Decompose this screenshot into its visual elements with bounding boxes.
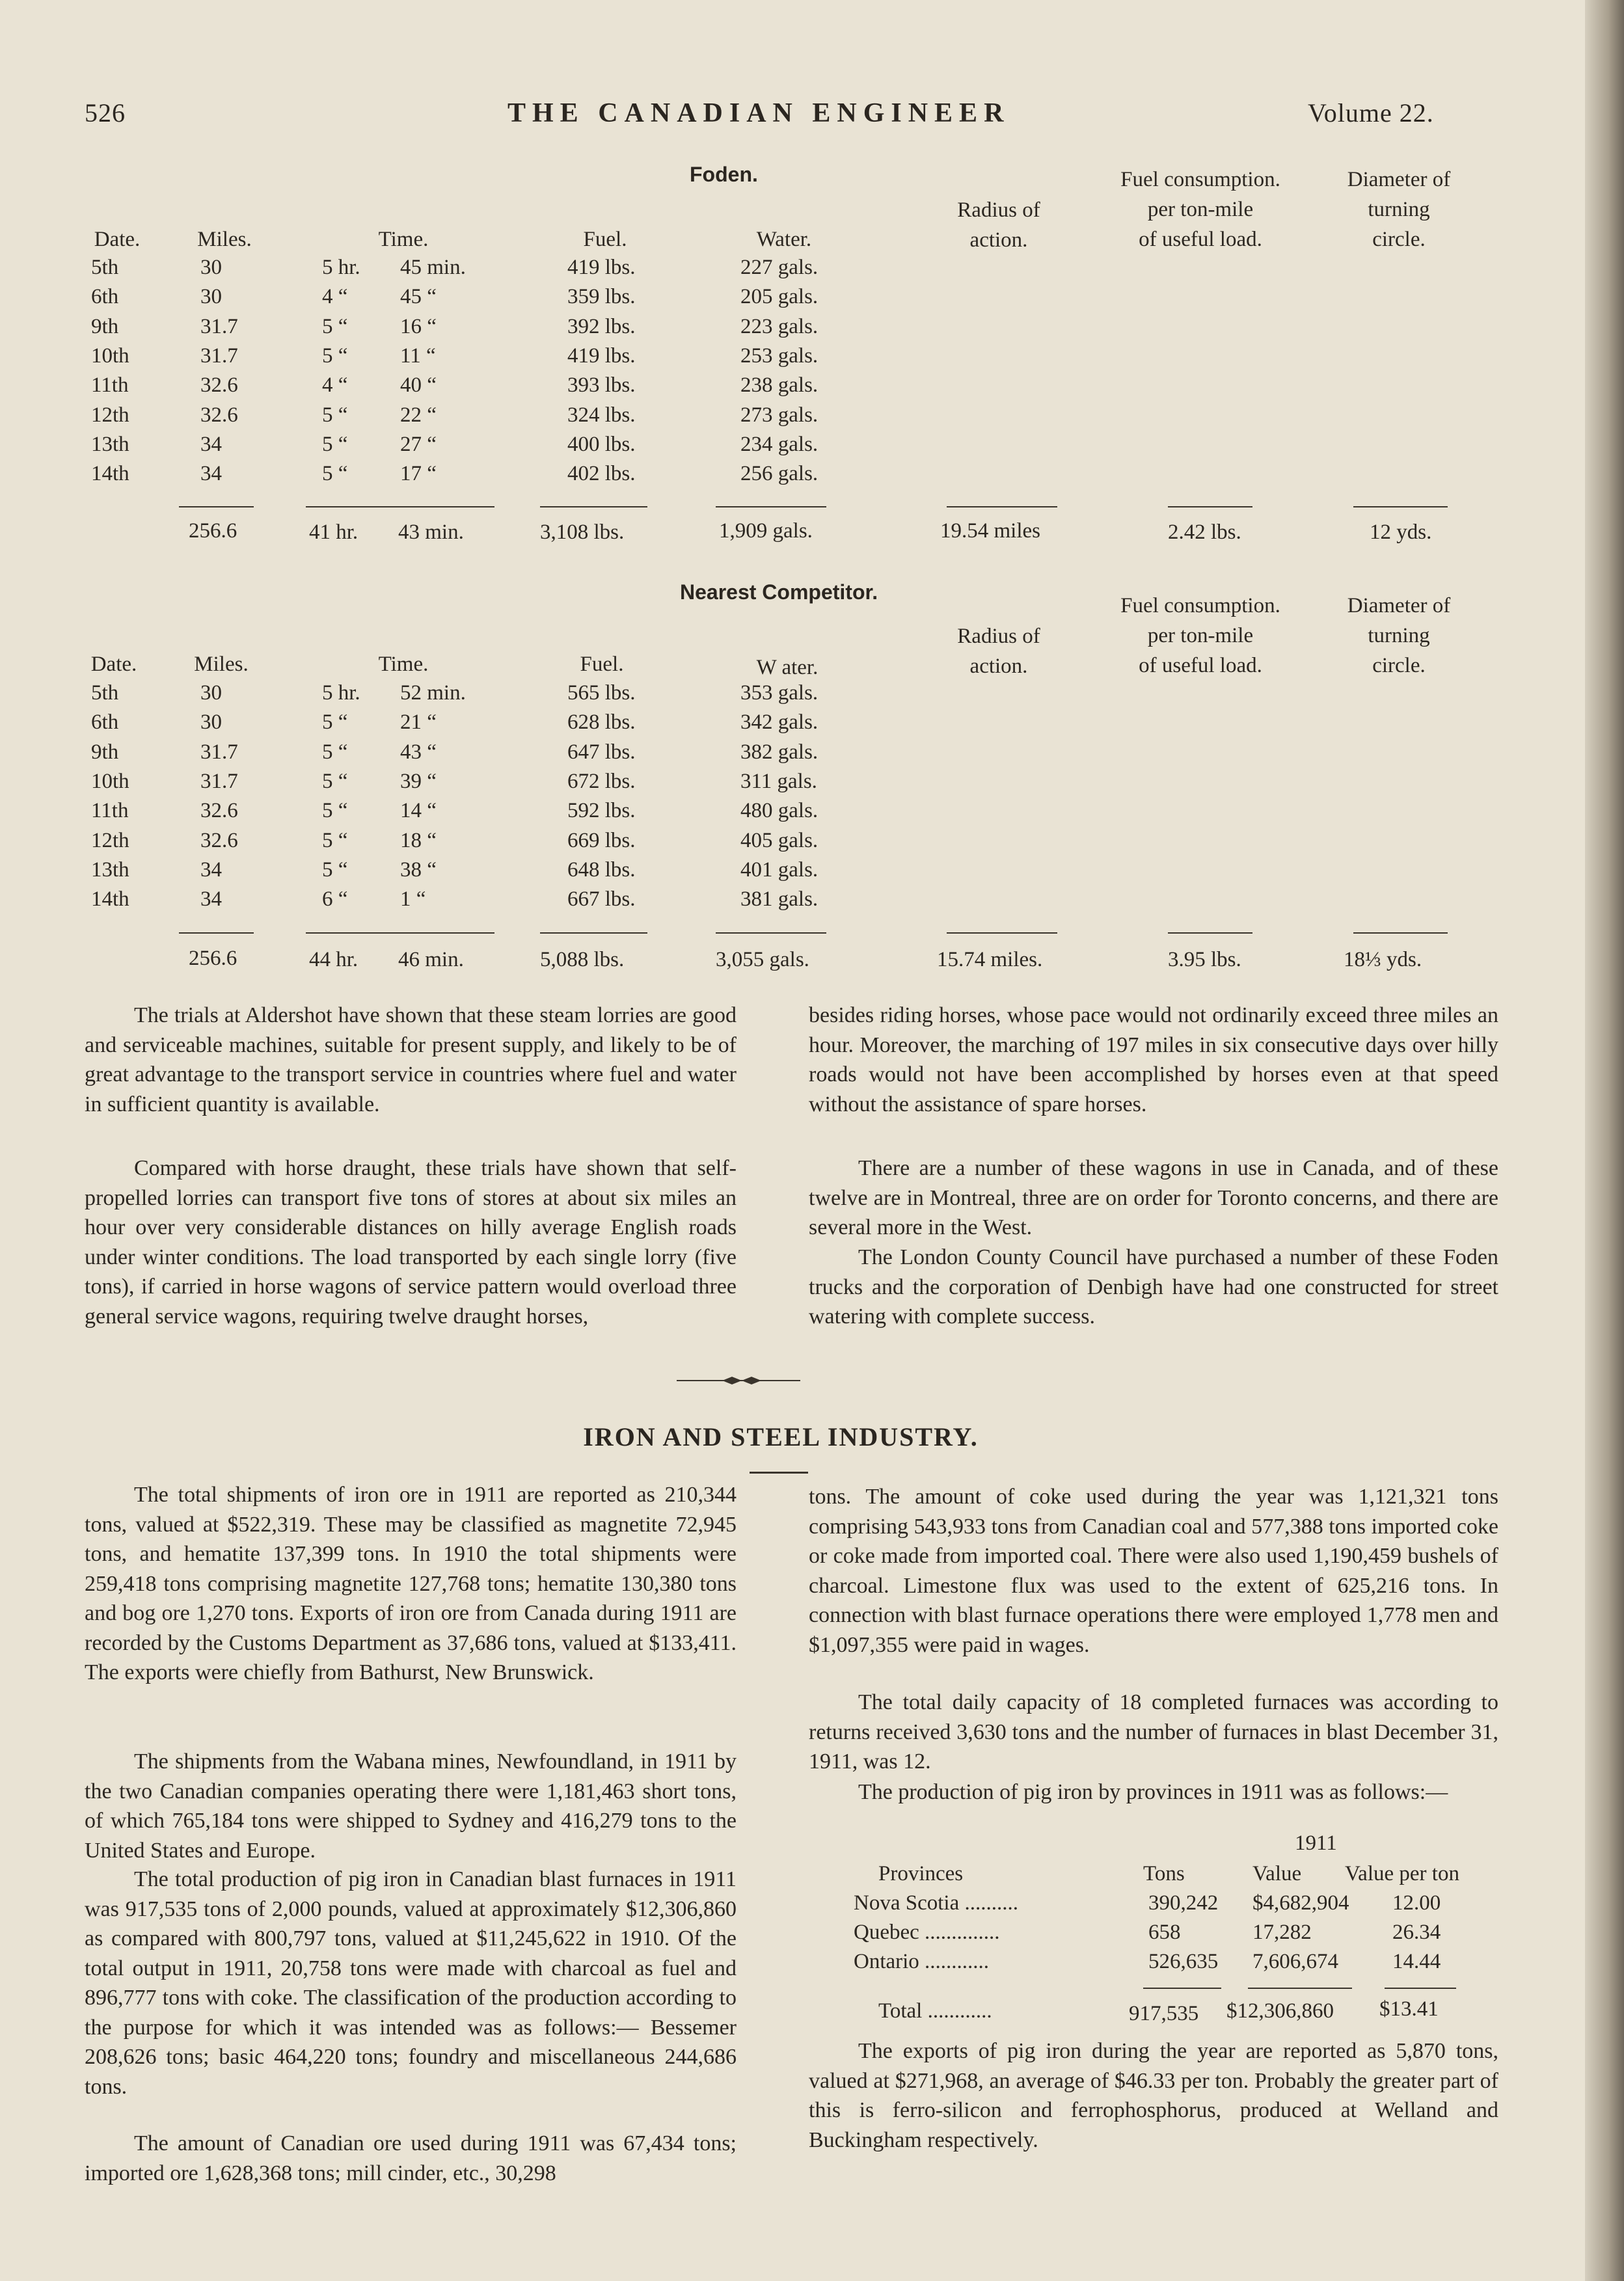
col-radius: Radius of action. [957,625,1040,678]
cell-fuel: 419 lbs. [567,256,636,279]
total-consumption: 2.42 lbs. [1168,520,1241,544]
total-fuel: 3,108 lbs. [540,520,625,544]
cell-hr: 5 “ [322,314,348,338]
cell-hr: 5 “ [322,344,348,368]
section-rule [750,1472,808,1474]
cell-date: 6th [91,285,119,309]
cell-hr: 5 “ [322,799,348,823]
col-consumption: Fuel consumption. per ton-mile of useful load. [1120,594,1280,677]
cell-date: 13th [91,857,129,882]
cell-min: 45 min. [400,256,466,279]
cell-min: 40 “ [400,373,437,398]
total-hr: 44 hr. [309,948,359,971]
paragraph: The amount of Canadian ore used during 1911 was 67,434 tons; imported ore 1,628,368 tons; mill cinder, etc., 30,298 [85,2131,737,2185]
cell-min: 52 min. [400,681,466,705]
prov-cell-value: 17,282 [1252,1921,1312,1944]
cell-date: 14th [91,462,129,486]
cell-miles: 32.6 [200,373,238,398]
cell-fuel: 392 lbs. [567,314,636,338]
cell-fuel: 667 lbs. [567,887,636,911]
cell-hr: 5 “ [322,740,348,764]
cell-water: 205 gals. [740,285,819,309]
cell-water: 227 gals. [740,256,819,279]
prov-cell-value: $4,682,904 [1252,1891,1349,1915]
cell-hr: 5 “ [322,432,348,456]
total-diameter: 18⅓ yds. [1344,948,1422,971]
cell-water: 342 gals. [740,710,819,735]
total-value: $12,306,860 [1226,1999,1334,2023]
col-radius: Radius of action. [957,198,1040,252]
total-radius: 19.54 miles [940,519,1040,543]
cell-fuel: 672 lbs. [567,769,636,793]
cell-date: 9th [91,740,119,764]
cell-hr: 5 “ [322,769,348,793]
book-spine [1585,0,1624,2281]
cell-miles: 30 [200,710,222,735]
cell-date: 10th [91,769,129,793]
col-consumption: Fuel consumption. per ton-mile of useful load. [1120,168,1280,251]
cell-water: 311 gals. [740,769,817,793]
hdr-value: Value [1252,1862,1302,1885]
cell-miles: 31.7 [200,344,238,368]
cell-miles: 34 [200,887,222,911]
cell-water: 401 gals. [740,857,819,882]
prov-cell-tons: 658 [1148,1921,1181,1944]
cell-fuel: 592 lbs. [567,799,636,823]
prov-cell-province: Nova Scotia .......... [854,1891,1018,1915]
cell-water: 405 gals. [740,828,819,852]
table-title: Nearest Competitor. [680,580,878,604]
cell-miles: 31.7 [200,769,238,793]
cell-date: 11th [91,373,129,398]
volume-label: Volume 22. [1308,98,1434,128]
total-water: 1,909 gals. [719,519,813,543]
cell-date: 6th [91,710,119,735]
cell-hr: 5 “ [322,710,348,735]
cell-fuel: 400 lbs. [567,432,636,456]
cell-min: 39 “ [400,769,437,793]
cell-date: 13th [91,432,129,456]
col-diameter: Diameter of turning circle. [1347,594,1451,677]
cell-date: 12th [91,403,129,427]
cell-fuel: 647 lbs. [567,740,636,764]
total-fuel: 5,088 lbs. [540,948,625,971]
col-miles: Miles. [194,653,249,676]
prov-cell-per_ton: 26.34 [1392,1921,1441,1944]
cell-miles: 34 [200,432,222,456]
paragraph: There are a number of these wagons in use in Canada, and of these twelve are in Montreal, three are on order for Toronto concerns, and there are several more in the West. [809,1156,1498,1239]
total-per-ton: $13.41 [1379,1997,1439,2021]
cell-water: 382 gals. [740,740,819,764]
cell-hr: 5 hr. [322,681,360,705]
cell-miles: 34 [200,857,222,882]
paragraph: besides riding horses, whose pace would not ordinarily exceed three miles an hour. Moreover, the marching of 197 miles in six consecutive days over hilly roads would not have been accomplished by horses even at that speed without the assistance of spare horses. [809,1003,1498,1116]
paragraph: The total production of pig iron in Canadian blast furnaces in 1911 was 917,535 tons of 2,000 pounds, valued at approximately $12,306,860 as compared with 800,797 tons, valued at $11,245,622 in 1910. Of the total output in 1911, 20,758 tons were made with charcoal as fuel and 896,777 tons with coke. The classification of the production according to the purpose for which it was intended was as follows:— Bessemer 208,626 tons; basic 464,220 tons; foundry and miscellaneous 244,686 tons. [85,1867,737,2099]
total-miles: 256.6 [189,947,237,970]
col-miles: Miles. [197,228,252,251]
paragraph: tons. The amount of coke used during the year was 1,121,321 tons comprising 543,933 tons from Canadian coal and 577,388 tons imported coke or coke made from imported coal. There were also used 1,190,459 bushels of charcoal. Limestone flux was used to the extent of 625,216 tons. In connection with blast furnace operations there were employed 1,778 men and $1,097,355 were paid in wages. [809,1485,1498,1657]
paragraph: The London County Council have purchased a number of these Foden trucks and the corporation of Denbigh have had one constructed for street watering with complete success. [809,1245,1498,1329]
hdr-tons: Tons [1143,1862,1185,1885]
prov-cell-per_ton: 12.00 [1392,1891,1441,1915]
page-number: 526 [85,98,126,128]
paragraph: The total daily capacity of 18 completed furnaces was according to returns received 3,630 tons and the number of furnaces in blast December 31, 1911, was 12. [809,1690,1498,1774]
total-radius: 15.74 miles. [937,948,1043,971]
cell-fuel: 359 lbs. [567,285,636,309]
paragraph: The trials at Aldershot have shown that these steam lorries are good and serviceable machines, suitable for present supply, and likely to be of great advantage to the transport service in countries where fuel and water in sufficient quantity is available. [85,1003,737,1116]
cell-fuel: 393 lbs. [567,373,636,398]
prov-cell-value: 7,606,674 [1252,1950,1338,1973]
cell-hr: 5 “ [322,403,348,427]
journal-title: THE CANADIAN ENGINEER [508,98,1010,128]
paragraph: The exports of pig iron during the year are reported as 5,870 tons, valued at $271,968, an average of $46.33 per ton. Probably the greater part of this is ferro-silicon and ferrophosphorus, produced at Welland and Buckingham respectively. [809,2039,1498,2152]
cell-hr: 5 “ [322,462,348,486]
prov-cell-province: Ontario ............ [854,1950,990,1973]
cell-miles: 32.6 [200,828,238,852]
cell-water: 480 gals. [740,799,819,823]
total-water: 3,055 gals. [716,948,809,971]
total-consumption: 3.95 lbs. [1168,948,1241,971]
cell-min: 21 “ [400,710,437,735]
cell-hr: 6 “ [322,887,348,911]
total-diameter: 12 yds. [1370,520,1432,544]
cell-fuel: 628 lbs. [567,710,636,735]
cell-date: 14th [91,887,129,911]
cell-date: 9th [91,314,119,338]
paragraph: The production of pig iron by provinces in 1911 was as follows:— [858,1780,1448,1804]
cell-min: 16 “ [400,314,437,338]
prov-cell-tons: 526,635 [1148,1950,1219,1973]
cell-min: 38 “ [400,857,437,882]
paragraph: The shipments from the Wabana mines, Newfoundland, in 1911 by the two Canadian companies operating there were 1,181,463 short tons, of which 765,184 tons were shipped to Sydney and 416,279 tons to the United States and Europe. [85,1749,737,1863]
cell-min: 27 “ [400,432,437,456]
cell-fuel: 565 lbs. [567,681,636,705]
prov-cell-tons: 390,242 [1148,1891,1219,1915]
cell-water: 223 gals. [740,314,819,338]
cell-miles: 34 [200,462,222,486]
paragraph: Compared with horse draught, these trials have shown that self-propelled lorries can transport five tons of stores at about six miles an hour over very considerable distances on hilly average English roads under winter conditions. The load transported by each single lorry (five tons), if carried in horse wagons of service pattern would overload three general service wagons, requiring twelve draught horses, [85,1156,737,1329]
cell-fuel: 324 lbs. [567,403,636,427]
section-title: IRON AND STEEL INDUSTRY. [583,1422,979,1451]
total-tons: 917,535 [1129,2002,1199,2025]
cell-water: 234 gals. [740,432,819,456]
col-time: Time. [378,653,429,676]
cell-date: 12th [91,828,129,852]
total-label: Total ............ [878,1999,992,2023]
cell-date: 5th [91,681,119,705]
col-diameter: Diameter of turning circle. [1347,168,1451,251]
total-miles: 256.6 [189,519,237,543]
cell-hr: 4 “ [322,373,348,398]
total-min: 43 min. [398,520,464,544]
cell-water: 353 gals. [740,681,819,705]
col-fuel: Fuel. [580,653,624,676]
hdr-value-per-ton: Value per ton [1345,1862,1459,1885]
total-min: 46 min. [398,948,464,971]
cell-date: 11th [91,799,129,823]
col-time: Time. [378,228,429,251]
cell-fuel: 669 lbs. [567,828,636,852]
cell-miles: 32.6 [200,403,238,427]
prov-cell-per_ton: 14.44 [1392,1950,1441,1973]
cell-miles: 30 [200,285,222,309]
cell-fuel: 419 lbs. [567,344,636,368]
cell-min: 22 “ [400,403,437,427]
cell-hr: 4 “ [322,285,348,309]
cell-hr: 5 “ [322,857,348,882]
cell-hr: 5 hr. [322,256,360,279]
table-title: Foden. [690,163,758,186]
cell-min: 14 “ [400,799,437,823]
paragraph: The total shipments of iron ore in 1911 are reported as 210,344 tons, valued at $522,319. These may be classified as magnetite 72,945 tons, and hematite 137,399 tons. In 1910 the total shipments were 259,418 tons comprising magnetite 127,768 tons; hematite 130,380 tons and bog ore 1,270 tons. Exports of iron ore from Canada during 1911 are recorded by the Customs Department as 37,686 tons, valued at $133,411. The exports were chiefly from Bathurst, New Brunswick. [85,1483,737,1684]
col-fuel: Fuel. [583,228,627,251]
cell-miles: 31.7 [200,740,238,764]
cell-fuel: 648 lbs. [567,857,636,882]
col-date: Date. [90,653,137,676]
cell-water: 238 gals. [740,373,819,398]
cell-min: 17 “ [400,462,437,486]
cell-min: 18 “ [400,828,437,852]
total-hr: 41 hr. [309,520,359,544]
ornament-divider [677,1374,800,1387]
cell-date: 5th [91,256,119,279]
year-label: 1911 [1295,1831,1337,1855]
cell-min: 11 “ [400,344,436,368]
cell-miles: 31.7 [200,314,238,338]
cell-water: 256 gals. [740,462,819,486]
cell-min: 45 “ [400,285,437,309]
cell-fuel: 402 lbs. [567,462,636,486]
cell-hr: 5 “ [322,828,348,852]
col-date: Date. [94,228,141,251]
cell-miles: 30 [200,256,222,279]
cell-water: 381 gals. [740,887,819,911]
col-water: W ater. [756,656,819,679]
cell-date: 10th [91,344,129,368]
cell-water: 273 gals. [740,403,819,427]
cell-miles: 32.6 [200,799,238,823]
cell-miles: 30 [200,681,222,705]
cell-water: 253 gals. [740,344,819,368]
cell-min: 1 “ [400,887,426,911]
prov-cell-province: Quebec .............. [854,1921,1000,1944]
cell-min: 43 “ [400,740,437,764]
col-water: Water. [756,228,812,251]
hdr-provinces: Provinces [878,1862,964,1885]
